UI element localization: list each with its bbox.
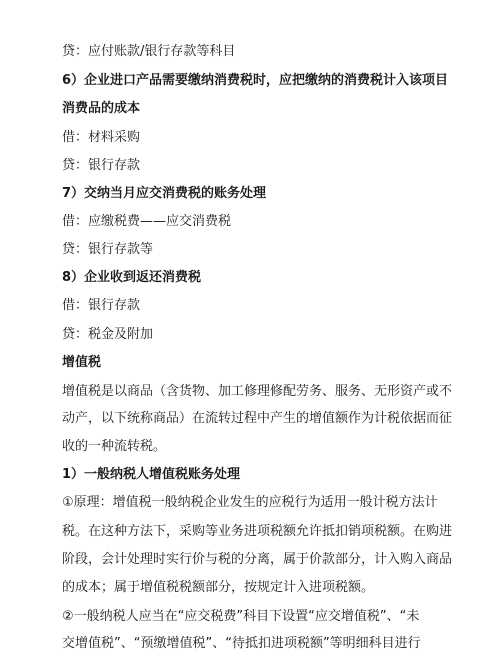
paragraph-line: ②一般纳税人应当在“应交税费”科目下设置“应交增值税”、“未 xyxy=(62,609,420,624)
text-line: 借：应缴税费——应交消费税 xyxy=(62,214,232,229)
paragraph-line: 税。在这种方法下，采购等业务进项税额允许抵扣销项税额。在购进 xyxy=(62,524,453,539)
paragraph-line: 收的一种流转税。 xyxy=(62,439,167,454)
section-heading: 1）一般纳税人增值税账务处理 xyxy=(62,467,241,482)
section-heading: 7）交纳当月应交消费税的账务处理 xyxy=(62,186,267,201)
section-heading: 增值税 xyxy=(62,355,102,370)
paragraph-line: 的成本；属于增值税税额部分，按规定计入进项税额。 xyxy=(62,580,375,595)
section-heading: 8）企业收到返还消费税 xyxy=(62,270,202,285)
paragraph-line: 阶段，会计处理时实行价与税的分离，属于价款部分，计入购入商品 xyxy=(62,552,453,567)
text-line: 借：材料采购 xyxy=(62,130,141,145)
paragraph-line: ①原理：增值税一般纳税企业发生的应税行为适用一般计税方法计 xyxy=(62,495,438,510)
text-line: 借：银行存款 xyxy=(62,298,141,313)
paragraph-line: 增值税是以商品（含货物、加工修理修配劳务、服务、无形资产或不 xyxy=(62,384,453,399)
text-line: 贷：银行存款 xyxy=(62,158,141,173)
paragraph-line: 交增值税”、“预缴增值税”、“待抵扣进项税额”等明细科目进行 xyxy=(62,636,421,651)
section-heading: 6）企业进口产品需要缴纳消费税时，应把缴纳的消费税计入该项目 xyxy=(62,73,449,88)
text-line: 贷：税金及附加 xyxy=(62,327,154,342)
text-line: 贷：银行存款等 xyxy=(62,242,154,257)
text-line: 贷：应付账款/银行存款等科目 xyxy=(62,44,236,59)
paragraph-line: 动产，以下统称商品）在流转过程中产生的增值额作为计税依据而征 xyxy=(62,411,453,426)
section-heading: 消费品的成本 xyxy=(62,101,141,116)
